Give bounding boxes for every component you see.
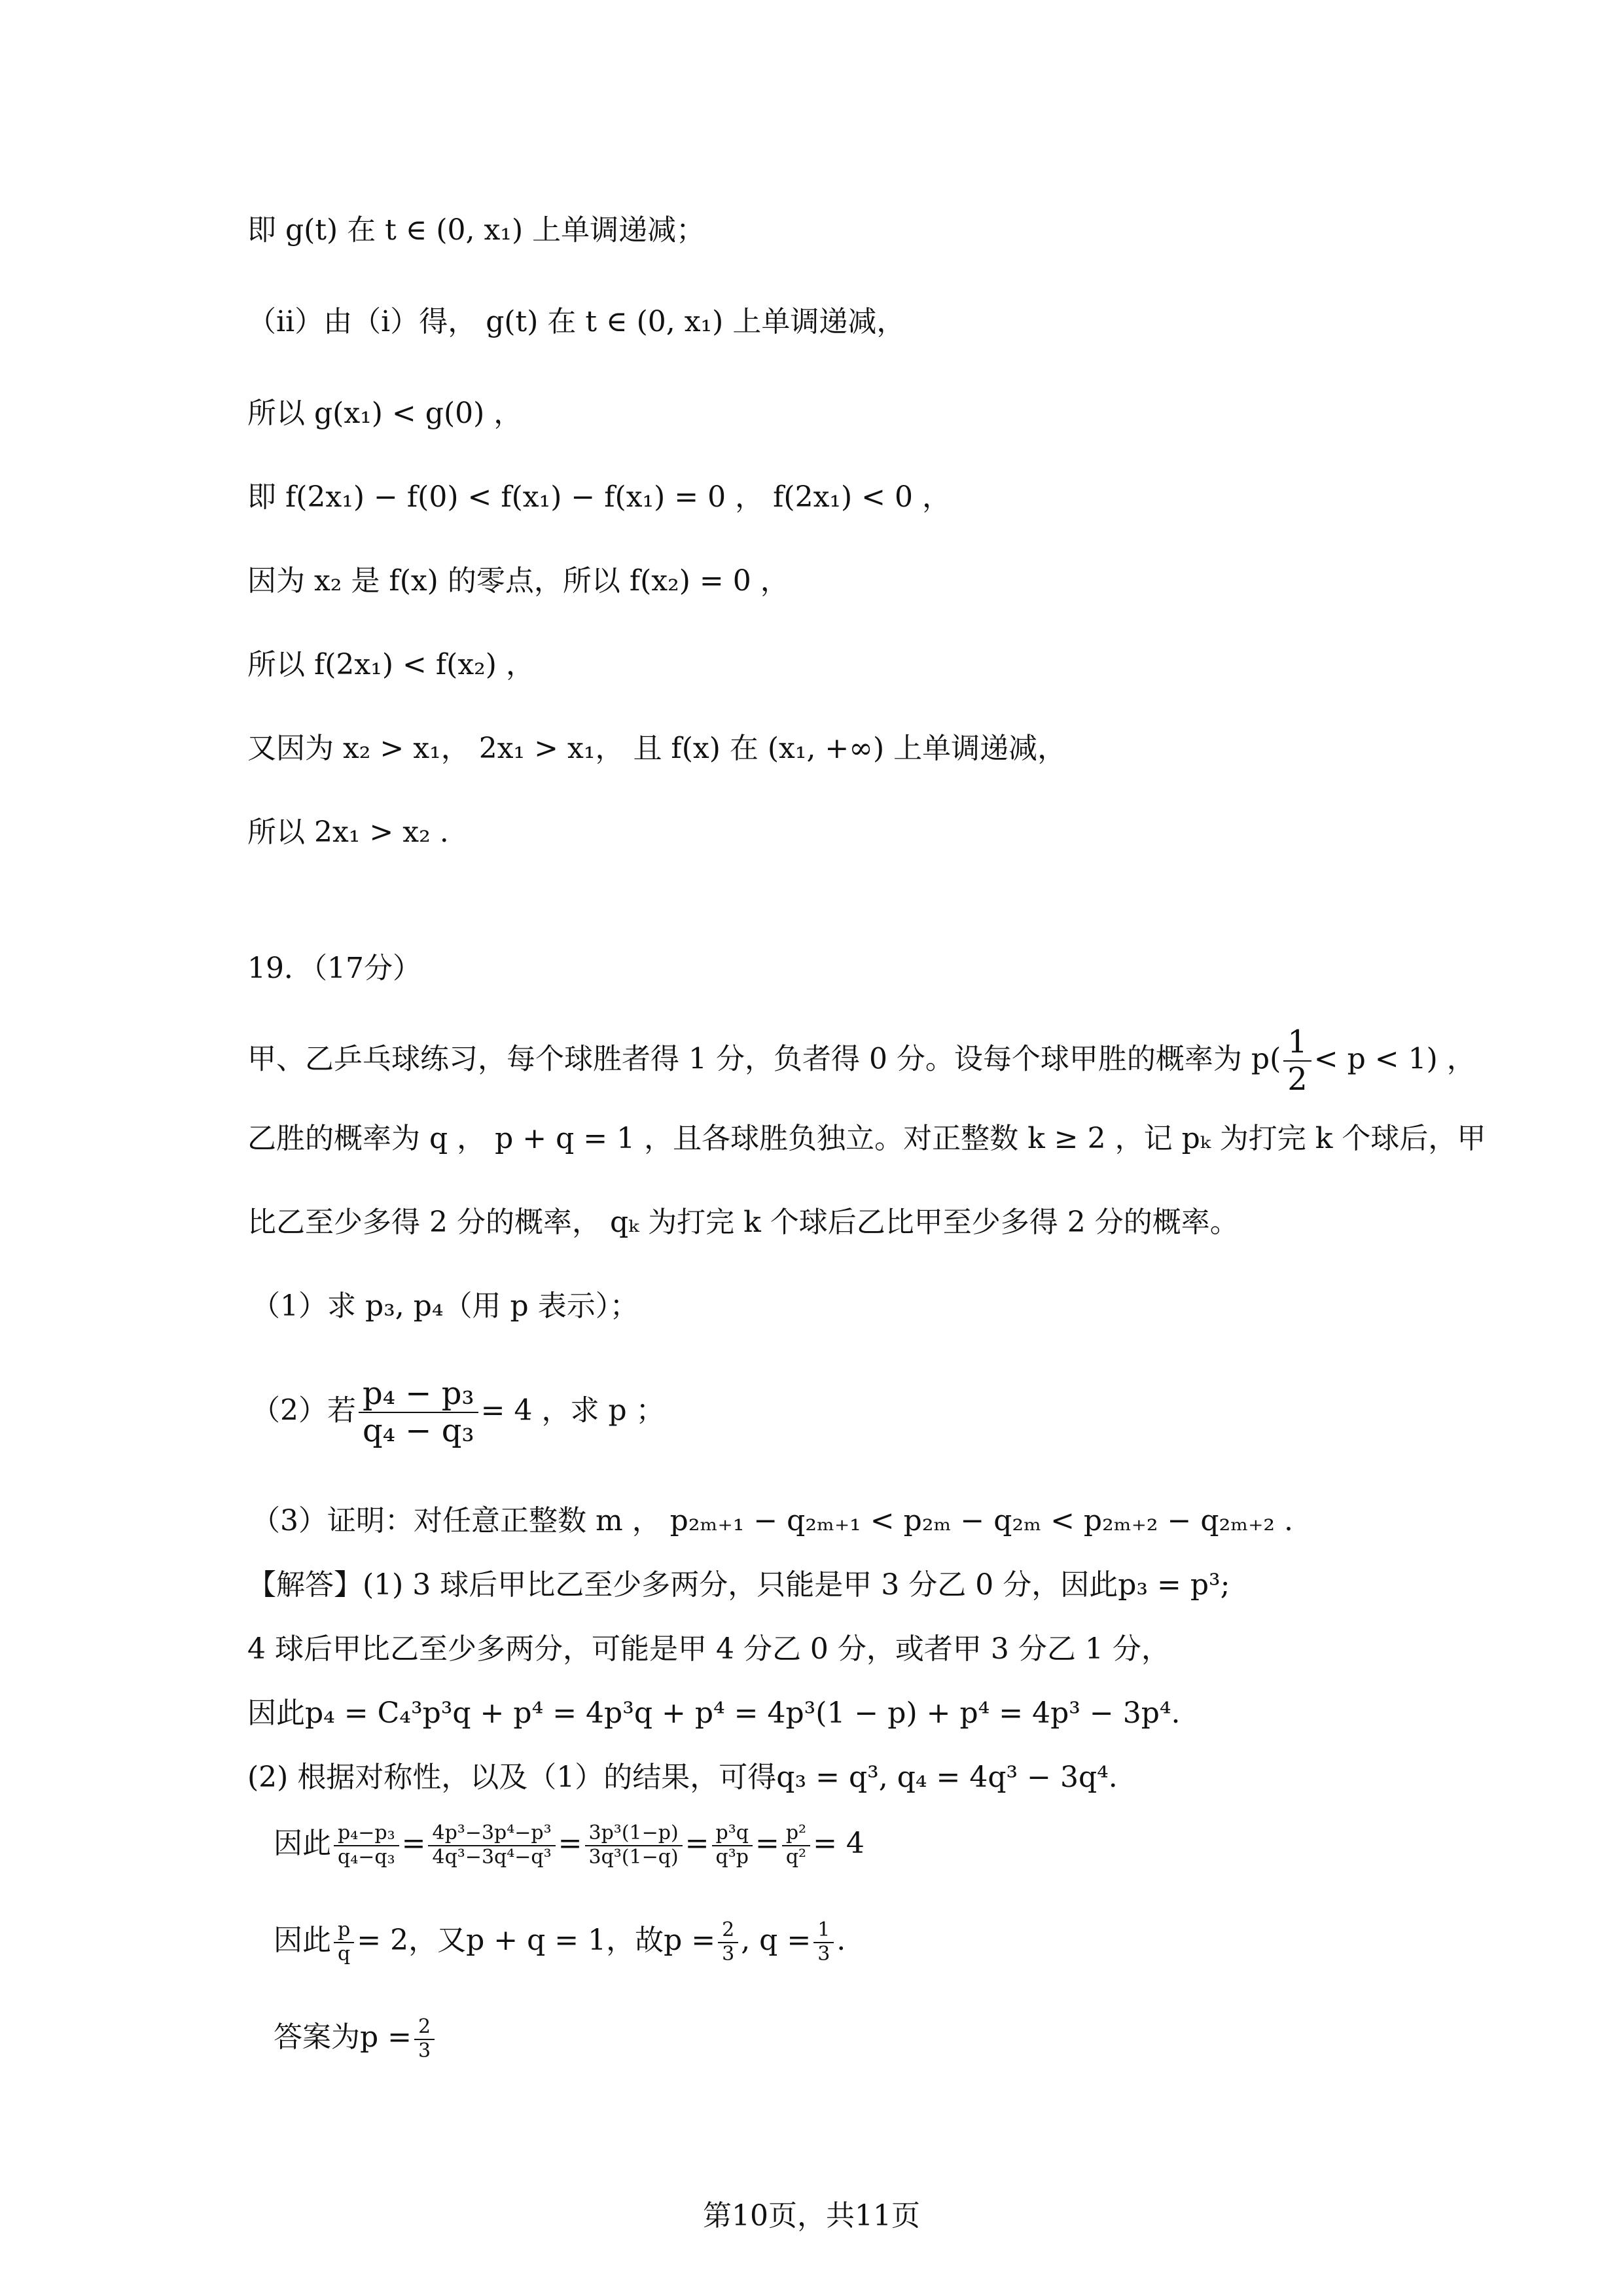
equals-sign: = bbox=[685, 1827, 709, 1860]
answer-line-4: (2) 根据对称性，以及（1）的结果，可得q₃ = q³, q₄ = 4q³ − 3q⁴. bbox=[247, 1761, 1118, 1794]
fraction-denominator: q bbox=[338, 1942, 351, 1965]
proof-line-8: 所以 2x₁ > x₂ . bbox=[247, 816, 449, 849]
half-fraction-denominator: 2 bbox=[1287, 1061, 1308, 1098]
answer-line-6-middle: = 2，又p + q = 1，故p = bbox=[357, 1924, 716, 1957]
fraction-numerator: p² bbox=[782, 1822, 810, 1846]
answer-line-3: 因此p₄ = C₄³p³q + p⁴ = 4p³q + p⁴ = 4p³(1 − p) + p⁴ = 4p³ − 3p⁴. bbox=[247, 1696, 1181, 1730]
sub-question-2-start: （2）若 bbox=[251, 1393, 356, 1427]
answer-line-5-end: = 4 bbox=[813, 1827, 865, 1860]
proof-line-7: 又因为 x₂ > x₁， 2x₁ > x₁， 且 f(x) 在 (x₁, +∞) 上单调递减， bbox=[247, 732, 1067, 765]
equals-sign: = bbox=[558, 1827, 582, 1860]
proof-line-5: 因为 x₂ 是 f(x) 的零点，所以 f(x₂) = 0 ， bbox=[247, 564, 789, 598]
half-fraction-numerator: 1 bbox=[1283, 1024, 1311, 1062]
equals-sign: = bbox=[755, 1827, 779, 1860]
sub-question-2-end: = 4 ，求 p ； bbox=[480, 1393, 665, 1427]
final-answer-fraction bbox=[414, 2016, 435, 2062]
answer-line-6-end: . bbox=[836, 1924, 846, 1957]
question-text-1 bbox=[247, 1024, 1476, 1098]
answer-line-6-middle-2: , q = bbox=[741, 1924, 812, 1957]
proof-line-2: （ii）由（i）得， g(t) 在 t ∈ (0, x₁) 上单调递减， bbox=[247, 305, 906, 338]
answer-line-7-start: 答案为p = bbox=[274, 2020, 412, 2054]
answer-line-2: 4 球后甲比乙至少多两分，可能是甲 4 分乙 0 分，或者甲 3 分乙 1 分， bbox=[247, 1632, 1170, 1666]
one-third-fraction bbox=[813, 1919, 834, 1965]
fraction-numerator: p₄−p₃ bbox=[334, 1822, 399, 1846]
proof-line-1: 即 g(t) 在 t ∈ (0, x₁) 上单调递减； bbox=[247, 213, 705, 247]
answer-line-7 bbox=[274, 2016, 437, 2062]
p-q-difference-fraction bbox=[359, 1376, 478, 1449]
fraction-numerator: 2 bbox=[718, 1919, 738, 1943]
fraction-numerator: p₄ − p₃ bbox=[359, 1376, 478, 1413]
fraction-denominator: q₄ − q₃ bbox=[363, 1412, 474, 1450]
fraction-denominator: q³p bbox=[715, 1845, 749, 1869]
fraction-numerator: 1 bbox=[813, 1919, 834, 1943]
question-text-3: 比乙至少多得 2 分的概率， qₖ 为打完 k 个球后乙比甲至少多得 2 分的概率。 bbox=[247, 1206, 1239, 1239]
sub-question-1: （1）求 p₃, p₄（用 p 表示）； bbox=[251, 1289, 639, 1323]
fraction-numerator: 2 bbox=[414, 2016, 435, 2040]
sub-question-2 bbox=[251, 1376, 665, 1449]
fraction-2 bbox=[428, 1822, 555, 1869]
fraction-denominator: 3 bbox=[418, 2039, 431, 2062]
question-text-1-start: 甲、乙乒乓球练习，每个球胜者得 1 分，负者得 0 分。设每个球甲胜的概率为 p( bbox=[247, 1042, 1281, 1076]
answer-line-6 bbox=[274, 1919, 846, 1965]
p-over-q-fraction bbox=[334, 1919, 354, 1965]
proof-line-6: 所以 f(2x₁) < f(x₂) ， bbox=[247, 648, 535, 681]
page-footer: 第10页，共11页 bbox=[703, 2199, 920, 2233]
fraction-numerator: p bbox=[334, 1919, 354, 1943]
fraction-numerator: 3p³(1−p) bbox=[585, 1822, 683, 1846]
fraction-denominator: 3 bbox=[817, 1942, 830, 1965]
answer-line-5 bbox=[274, 1822, 865, 1869]
two-thirds-fraction bbox=[718, 1919, 738, 1965]
fraction-denominator: q² bbox=[785, 1845, 807, 1869]
equals-sign: = bbox=[401, 1827, 426, 1860]
fraction-1 bbox=[334, 1822, 399, 1869]
answer-line-5-start: 因此 bbox=[274, 1827, 331, 1860]
proof-line-3: 所以 g(x₁) < g(0) ， bbox=[247, 397, 523, 430]
fraction-denominator: q₄−q₃ bbox=[338, 1845, 395, 1869]
question-heading: 19．（17分） bbox=[247, 952, 421, 985]
fraction-denominator: 3 bbox=[722, 1942, 735, 1965]
question-text-2: 乙胜的概率为 q ， p + q = 1 ，且各球胜负独立。对正整数 k ≥ 2 ，记 pₖ 为打完 k 个球后，甲 bbox=[247, 1122, 1486, 1155]
fraction-3 bbox=[585, 1822, 683, 1869]
fraction-numerator: p³q bbox=[712, 1822, 753, 1846]
question-text-1-end: < p < 1) ， bbox=[1313, 1042, 1476, 1076]
proof-line-4: 即 f(2x₁) − f(0) < f(x₁) − f(x₁) = 0 ， f(2x₁) < 0 ， bbox=[247, 480, 952, 514]
fraction-5 bbox=[782, 1822, 810, 1869]
fraction-denominator: 3q³(1−q) bbox=[588, 1845, 679, 1869]
answer-line-1: 【解答】(1) 3 球后甲比乙至少多两分，只能是甲 3 分乙 0 分，因此p₃ = p³; bbox=[247, 1568, 1230, 1602]
fraction-4 bbox=[712, 1822, 753, 1869]
fraction-denominator: 4q³−3q⁴−q³ bbox=[432, 1845, 552, 1869]
sub-question-3: （3）证明：对任意正整数 m ， p₂ₘ₊₁ − q₂ₘ₊₁ < p₂ₘ − q₂ₘ < p₂ₘ₊₂ − q₂ₘ₊₂ . bbox=[251, 1504, 1294, 1537]
answer-line-6-start: 因此 bbox=[274, 1924, 331, 1957]
fraction-numerator: 4p³−3p⁴−p³ bbox=[428, 1822, 555, 1846]
half-fraction bbox=[1283, 1024, 1311, 1098]
